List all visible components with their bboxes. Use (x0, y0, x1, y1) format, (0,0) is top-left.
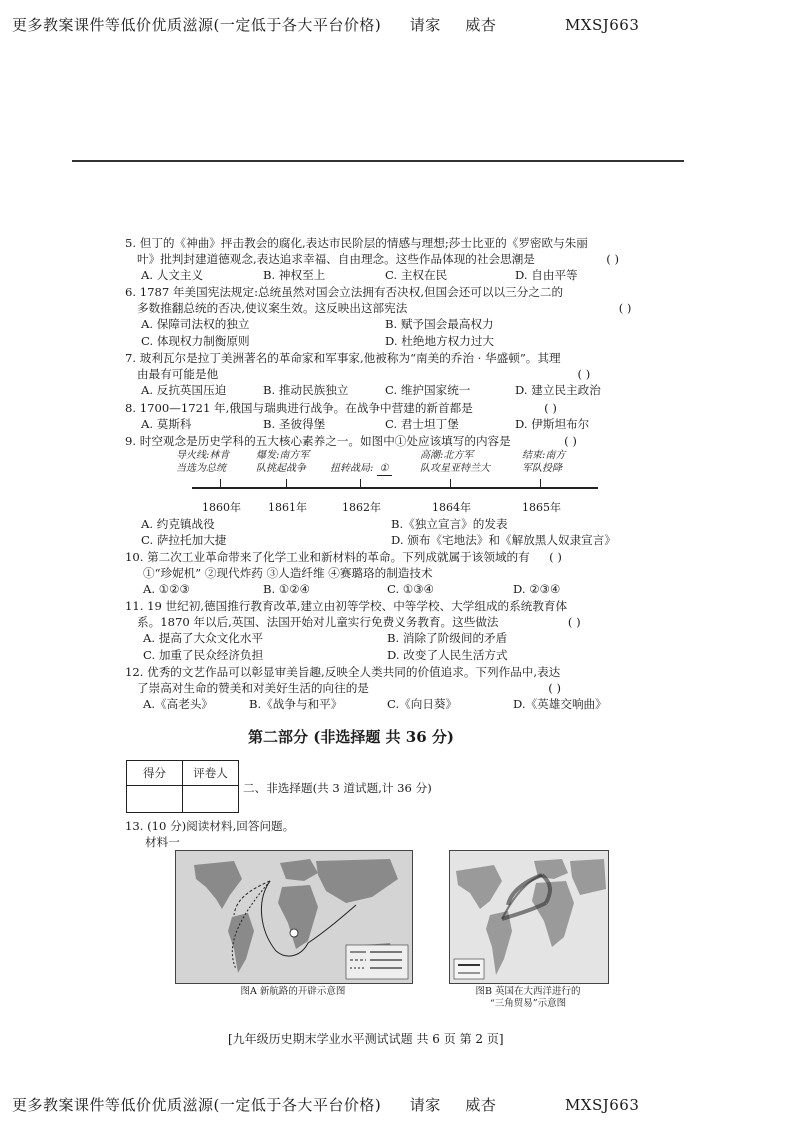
q11-line1: 11. 19 世纪初,德国推行教育改革,建立由初等学校、中等学校、大学组成的系统教育体 (125, 599, 568, 613)
timeline-tick (286, 479, 287, 488)
question-11 (125, 598, 581, 663)
q5-option-d: D. 自由平等 (515, 268, 578, 283)
score-cell[interactable] (127, 786, 183, 813)
q11-option-c: C. 加重了民众经济负担 (143, 647, 264, 662)
q12-option-a: A.《高老头》 (143, 697, 214, 712)
q8-option-d: D. 伊斯坦布尔 (515, 417, 590, 432)
banner-code: MXSJ663 (564, 1096, 640, 1114)
q12-option-d: D.《英雄交响曲》 (513, 697, 607, 712)
timeline-year: 1860年 (202, 501, 241, 514)
timeline-year: 1862年 (342, 501, 381, 514)
q6-line2: 多数推翻总统的否决,使议案生效。这反映出这部宪法 (137, 301, 408, 316)
question-6 (125, 284, 631, 349)
q5-line2: 叶》批判封建道德观念,表达追求幸福、自由理念。这些作品体现的社会思潮是 (137, 252, 535, 267)
q12-paren: ( ) (548, 681, 561, 696)
q10-line2: ①“珍妮机” ②现代炸药 ③人造纤维 ④赛璐珞的制造技术 (143, 566, 433, 581)
grader-cell[interactable] (183, 786, 239, 813)
map-b-caption (449, 986, 607, 1010)
timeline-tick (220, 479, 221, 488)
q9-option-c: C. 萨拉托加大捷 (141, 533, 227, 547)
q9-option-a: A. 约克镇战役 (141, 517, 215, 531)
q5-option-c: C. 主权在民 (385, 268, 448, 283)
q9-line1: 9. 时空观念是历史学科的五大核心素养之一。如图中①处应该填写的内容是 (125, 434, 511, 448)
page-footer: [九年级历史期末学业水平测试试题 共 6 页 第 2 页] (228, 1032, 504, 1046)
q11-paren: ( ) (567, 615, 581, 630)
timeline-note-turning: 扭转战局: ① (330, 462, 392, 476)
q10-option-d: D. ②③④ (513, 582, 561, 597)
world-map-a (176, 851, 412, 983)
q6-option-c: C. 体现权力制衡原则 (141, 333, 250, 348)
score-header: 得分 (127, 761, 183, 786)
question-10 (125, 549, 562, 598)
timeline-note-climax: 高潮:北方军 队攻星亚特兰大 (420, 450, 490, 474)
banner-text: 更多教案课件等低价优质滋源(一定低于各大平台价格) (12, 16, 382, 34)
q12-line1: 12. 优秀的文艺作品可以彰显审美旨趣,反映全人类共同的价值追求。下列作品中,表达 (125, 665, 561, 679)
q7-option-c: C. 维护国家统一 (385, 383, 471, 398)
timeline-year: 1864年 (432, 501, 471, 514)
score-table (126, 760, 239, 813)
q6-option-b: B. 赋予国会最高权力 (385, 317, 494, 332)
q8-paren: ( ) (544, 401, 557, 415)
question-8 (125, 400, 589, 432)
q7-option-d: D. 建立民主政治 (515, 383, 601, 398)
q8-line1: 8. 1700—1721 年,俄国与瑞典进行战争。在战争中营建的新首都是 (125, 401, 473, 415)
q5-paren: ( ) (606, 252, 619, 267)
map-a-caption: 图A 新航路的开辟示意图 (240, 986, 346, 997)
section-heading: 二、非选择题(共 3 道试题,计 36 分) (243, 781, 432, 795)
q12-line2: 了崇高对生命的赞美和对美好生活的向往的是 (137, 681, 369, 696)
timeline-year: 1861年 (268, 501, 307, 514)
question-7 (125, 350, 601, 399)
timeline-tick (360, 479, 361, 488)
map-b-caption-line1: 图B 英国在大西洋进行的 (475, 986, 581, 997)
q10-line1: 10. 第二次工业革命带来了化学工业和新材料的革命。下列成就属于该领域的有 (125, 550, 530, 564)
q11-line2: 系。1870 年以后,英国、法国开始对儿童实行免费义务教育。这些做法 (137, 615, 499, 630)
timeline-tick (540, 479, 541, 488)
header-rule (72, 160, 684, 162)
question-12 (125, 664, 607, 713)
bottom-banner (12, 1094, 639, 1115)
world-map-b (450, 851, 608, 983)
q10-option-c: C. ①③④ (387, 582, 435, 597)
q11-option-d: D. 改变了人民生活方式 (387, 647, 508, 662)
q5-option-a: A. 人文主义 (141, 268, 204, 283)
q6-option-d: D. 杜绝地方权力过大 (385, 333, 495, 348)
timeline-note-outbreak: 爆发:南方军 队挑起战争 (256, 450, 310, 474)
material-label: 材料一 (145, 835, 180, 849)
q10-option-b: B. ①②④ (263, 582, 311, 597)
q9-timeline (150, 449, 610, 513)
q7-option-b: B. 推动民族独立 (263, 383, 349, 398)
top-banner (12, 14, 639, 35)
q9-options (141, 516, 616, 548)
q11-option-b: B. 消除了阶级间的矛盾 (387, 631, 508, 646)
map-b-triangle-trade (449, 850, 609, 984)
banner-please: 请家 (409, 16, 441, 34)
timeline-tick (450, 479, 451, 488)
timeline-blank: ① (377, 462, 392, 476)
q6-paren: ( ) (618, 301, 632, 316)
map-a-new-routes (175, 850, 413, 984)
q5-option-b: B. 神权至上 (263, 268, 326, 283)
q6-option-a: A. 保障司法权的独立 (141, 317, 250, 332)
part2-title: 第二部分 (非选择题 共 36 分) (248, 728, 454, 746)
q11-option-a: A. 提高了大众文化水平 (143, 631, 264, 646)
timeline-axis (192, 487, 598, 489)
q8-option-a: A. 莫斯科 (141, 417, 192, 432)
q5-line1: 5. 但丁的《神曲》抨击教会的腐化,表达市民阶层的情感与理想;莎士比亚的《罗密欧与朱丽 (125, 236, 588, 250)
q12-option-c: C.《向日葵》 (387, 697, 458, 712)
q7-line2: 由最有可能是他 (137, 367, 219, 382)
q9-option-d: D. 颁布《宅地法》和《解放黑人奴隶宣言》 (391, 533, 616, 547)
question-9 (125, 433, 577, 449)
q7-line1: 7. 玻利瓦尔是拉丁美洲著名的革命家和军事家,他被称为“南美的乔治 · 华盛顿”。其理 (125, 351, 561, 365)
q9-option-b: B.《独立宣言》的发表 (391, 517, 508, 531)
grader-header: 评卷人 (183, 761, 239, 786)
q6-line1: 6. 1787 年美国宪法规定:总统虽然对国会立法拥有否决权,但国会还可以以三分之二的 (125, 285, 564, 299)
q12-option-b: B.《战争与和平》 (249, 697, 343, 712)
timeline-note-trigger: 导火线:林肯 当选为总统 (176, 450, 230, 474)
banner-code: MXSJ663 (564, 16, 640, 34)
q7-option-a: A. 反抗英国压迫 (141, 383, 227, 398)
banner-contact: 威杏 (465, 16, 497, 34)
q10-option-a: A. ①②③ (143, 582, 190, 597)
q10-paren: ( ) (549, 550, 562, 564)
map-b-caption-line2: “三角贸易”示意图 (489, 998, 567, 1009)
timeline-note-end: 结束:南方 军队投降 (522, 450, 566, 474)
banner-please: 请家 (409, 1096, 441, 1114)
banner-text: 更多教案课件等低价优质滋源(一定低于各大平台价格) (12, 1096, 382, 1114)
q8-option-c: C. 君士坦丁堡 (385, 417, 459, 432)
question-5 (125, 235, 619, 284)
q7-paren: ( ) (577, 367, 591, 382)
q13-intro: 13. (10 分)阅读材料,回答问题。 (125, 819, 295, 833)
q8-option-b: B. 圣彼得堡 (263, 417, 326, 432)
banner-contact: 威杏 (465, 1096, 497, 1114)
timeline-year: 1865年 (522, 501, 561, 514)
q9-paren: ( ) (564, 434, 577, 448)
